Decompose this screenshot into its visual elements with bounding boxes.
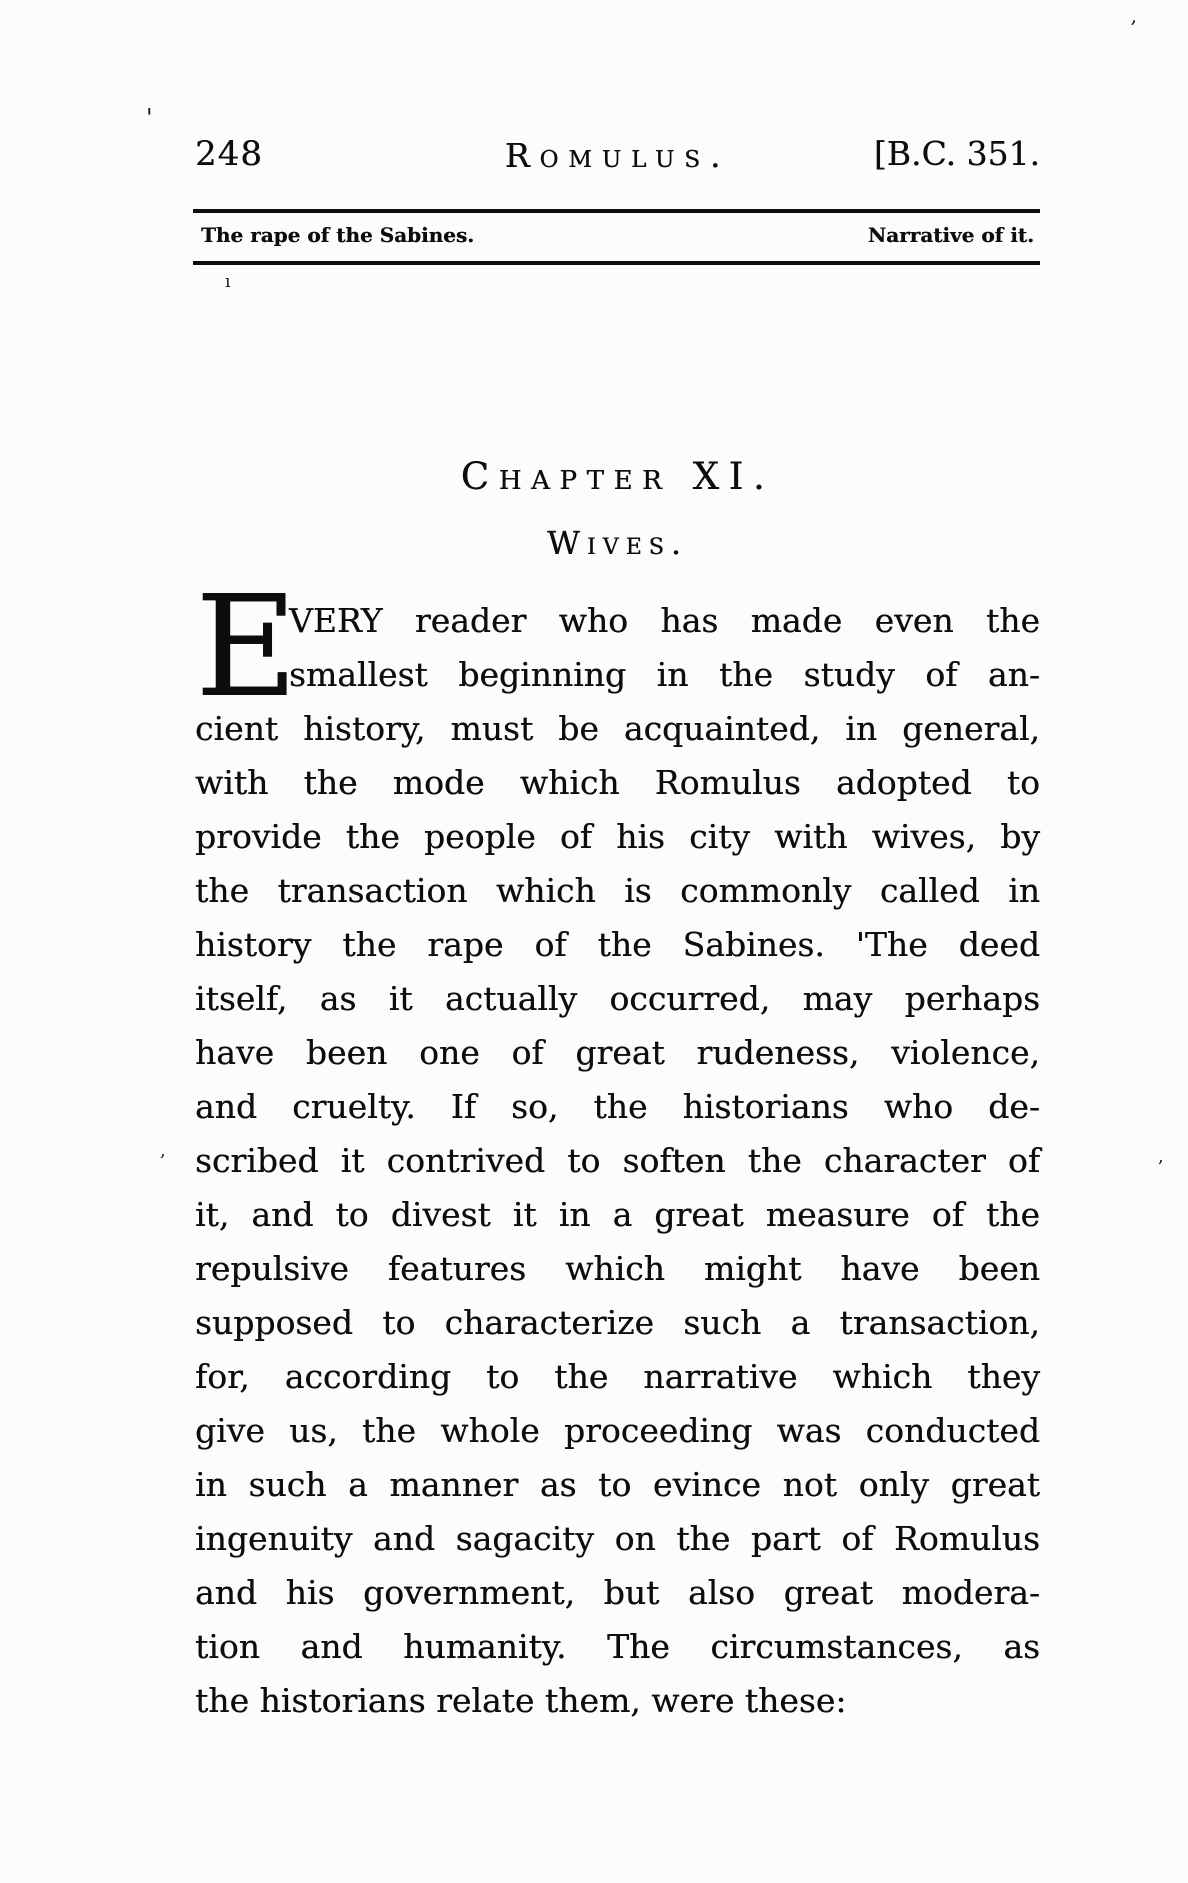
body-line: scribed it contrived to soften the character of [195, 1141, 1040, 1180]
scan-artifact-below-rule: ı [225, 272, 231, 292]
header-rule-bottom [193, 261, 1040, 265]
body-line: with the mode which Romulus adopted to [195, 763, 1040, 802]
header-rule-top [193, 209, 1040, 213]
scan-artifact-top-right: ʼ [1127, 15, 1137, 41]
body-line: VERY reader who has made even the [289, 601, 1040, 640]
body-line: give us, the whole proceeding was conducted [195, 1411, 1040, 1450]
body-line: have been one of great rudeness, violence, [195, 1033, 1040, 1072]
page-number: 248 [195, 134, 263, 174]
body-paragraph [195, 566, 1040, 1728]
body-line: history the rape of the Sabines. 'The deed [195, 925, 1040, 964]
body-line: repulsive features which might have been [195, 1249, 1040, 1288]
body-line: supposed to characterize such a transaction, [195, 1303, 1040, 1342]
body-line: cient history, must be acquainted, in general, [195, 709, 1040, 748]
body-line: the historians relate them, were these: [195, 1681, 847, 1720]
running-header [195, 134, 1040, 178]
summary-note-right: Narrative of it. [867, 223, 1034, 247]
chapter-subheading: Wives. [546, 524, 688, 562]
page-summary-notes [199, 221, 1038, 255]
body-line: in such a manner as to evince not only great [195, 1465, 1040, 1504]
body-line: smallest beginning in the study of an- [289, 655, 1040, 694]
body-line: and his government, but also great modera- [195, 1573, 1040, 1612]
scan-artifact-right-margin: , [1158, 1146, 1164, 1167]
scan-artifact-top-left: ' [146, 104, 153, 132]
body-line: provide the people of his city with wives, by [195, 817, 1040, 856]
body-line: itself, as it actually occurred, may perhaps [195, 979, 1040, 1018]
body-line: tion and humanity. The circumstances, as [195, 1627, 1040, 1666]
chapter-heading: Chapter XI. [460, 455, 775, 498]
header-date: [B.C. 351. [873, 134, 1040, 173]
body-line: ingenuity and sagacity on the part of Romulus [195, 1519, 1040, 1558]
body-line: and cruelty. If so, the historians who de- [195, 1087, 1040, 1126]
summary-note-left: The rape of the Sabines. [201, 223, 475, 247]
drop-cap: E [195, 566, 298, 729]
body-line: it, and to divest it in a great measure of the [195, 1195, 1040, 1234]
scan-artifact-left-margin: , [160, 1140, 166, 1161]
running-title: Romulus. [504, 136, 731, 175]
body-line: the transaction which is commonly called in [195, 871, 1040, 910]
body-line: for, according to the narrative which they [195, 1357, 1040, 1396]
